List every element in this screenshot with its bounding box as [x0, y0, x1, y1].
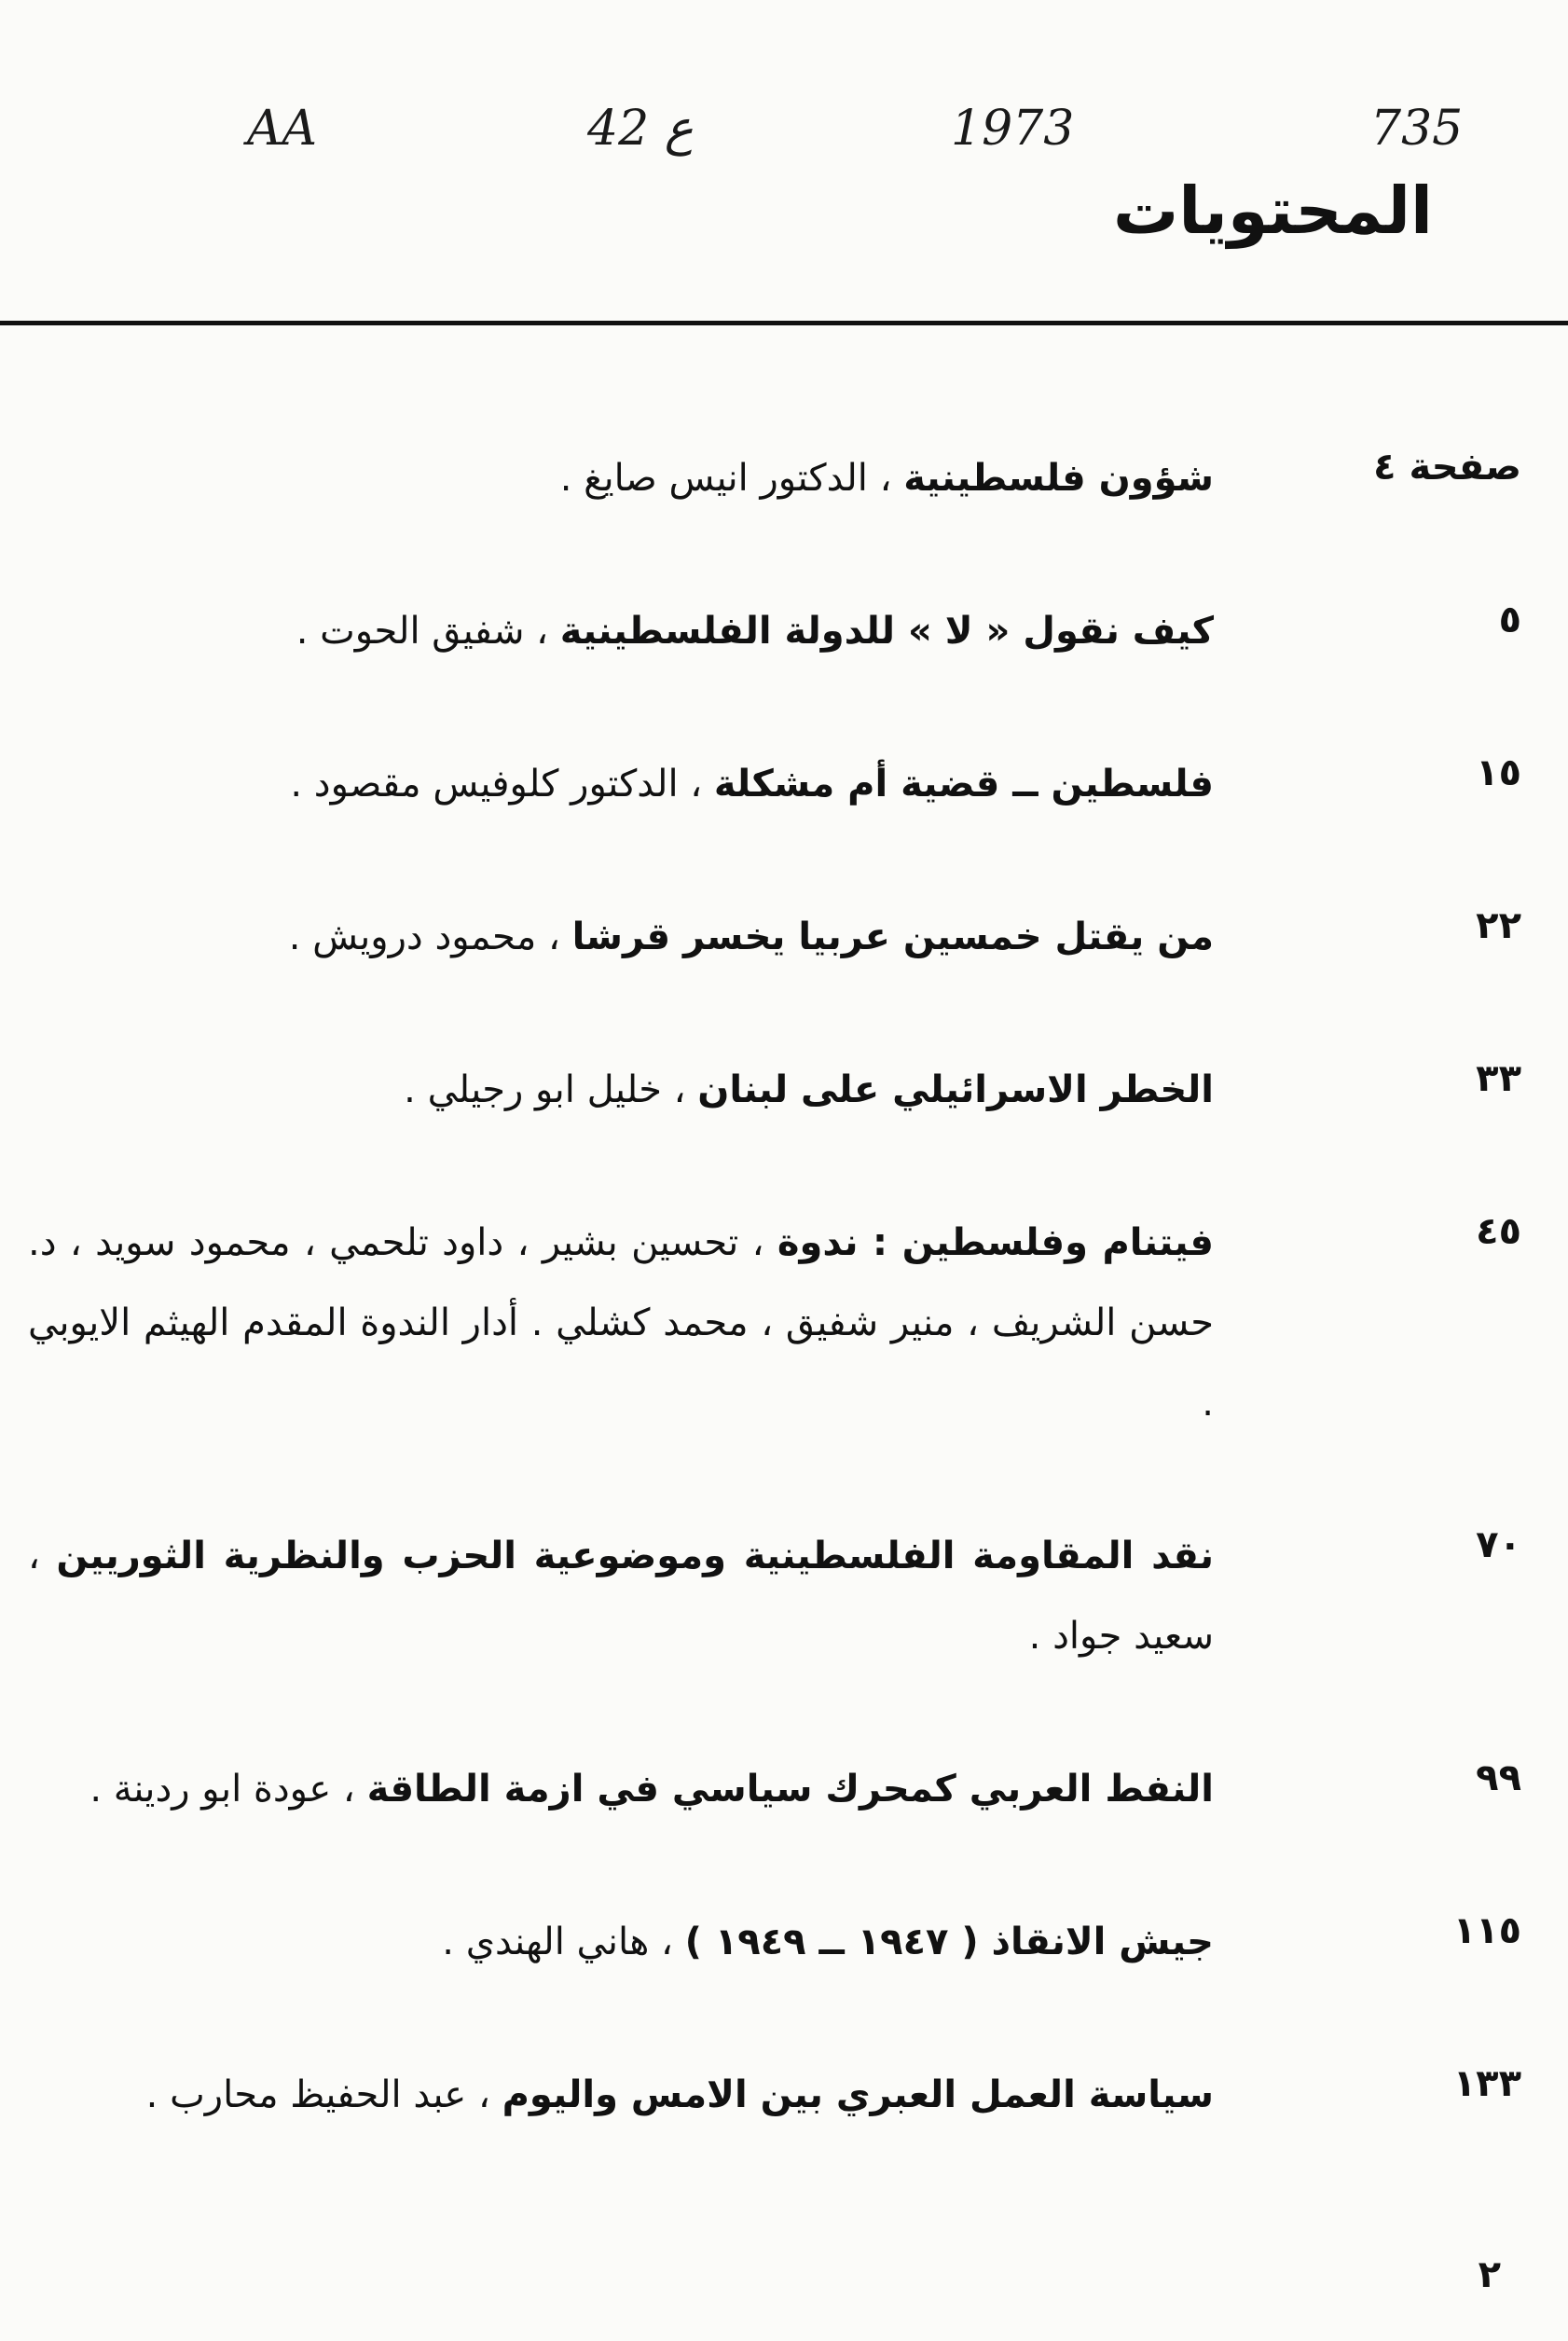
- toc-entry: [28, 744, 1521, 824]
- toc-author: ، الدكتور كلوفيس مقصود .: [290, 763, 703, 806]
- toc-title: الخطر الاسرائيلي على لبنان: [697, 1068, 1214, 1111]
- toc-author: ، محمود درويش .: [288, 916, 560, 958]
- toc-title: فيتنام وفلسطين : ندوة: [777, 1221, 1215, 1264]
- page-number: ٢: [1478, 2253, 1501, 2296]
- toc-title: من يقتل خمسين عربيا يخسر قرشا: [571, 916, 1214, 958]
- toc-entry: [28, 1203, 1521, 1443]
- toc-title: كيف نقول « لا » للدولة الفلسطينية: [559, 610, 1214, 653]
- toc-entry: [28, 897, 1521, 977]
- toc-author: ، سعيد جواد .: [28, 1535, 1214, 1658]
- toc-page-number: ٤٥: [1476, 1210, 1521, 1253]
- toc-title: نقد المقاومة الفلسطينية وموضوعية الحزب والنظرية الثوريين: [56, 1535, 1214, 1577]
- toc-title: فلسطين ــ قضية أم مشكلة: [713, 763, 1214, 806]
- toc-page-number: ١١٥: [1452, 1909, 1521, 1952]
- toc-author: ، الدكتور انيس صايغ .: [559, 457, 892, 500]
- toc-page-number: ٧٠: [1476, 1523, 1521, 1566]
- toc-title: شؤون فلسطينية: [903, 457, 1214, 500]
- toc-entry: [28, 591, 1521, 671]
- header-divider: [0, 321, 1568, 325]
- handwritten-issue-note: ع 42: [587, 101, 694, 157]
- page-title: المحتويات: [1112, 172, 1433, 249]
- toc-page-number: ٢٢: [1476, 904, 1521, 947]
- toc-author: ، شفيق الحوت .: [296, 610, 549, 653]
- handwritten-right-note: 735: [1370, 101, 1464, 157]
- toc-author: ، هاني الهندي .: [442, 1921, 673, 1963]
- toc-entry: [28, 1516, 1521, 1676]
- toc-author: ، عبد الحفيظ محارب .: [145, 2073, 490, 2116]
- toc-author: ، خليل ابو رجيلي .: [404, 1068, 686, 1111]
- toc-title: سياسة العمل العبري بين الامس واليوم: [502, 2073, 1214, 2116]
- toc-page-number: صفحة ٤: [1373, 446, 1521, 489]
- toc-entry: [28, 1749, 1521, 1829]
- toc-title: جيش الانقاذ ( ١٩٤٧ ــ ١٩٤٩ ): [684, 1921, 1214, 1963]
- table-of-contents: [28, 438, 1521, 2208]
- toc-page-number: ١٣٣: [1452, 2062, 1521, 2105]
- toc-page-number: ٣٣: [1476, 1057, 1521, 1100]
- toc-entry: [28, 1050, 1521, 1130]
- toc-author: ، تحسين بشير ، داود تلحمي ، محمود سويد ، د. حسن الشريف ، منير شفيق ، محمد كشلي . أدار الندوة المقدم الهيثم الايوبي .: [28, 1221, 1214, 1425]
- handwritten-year-note: 1973: [951, 101, 1075, 157]
- toc-entry: [28, 438, 1521, 518]
- toc-page-number: ٩٩: [1476, 1756, 1521, 1799]
- toc-page-number: ١٥: [1476, 751, 1521, 794]
- handwritten-left-note: AA: [247, 101, 318, 157]
- toc-page-number: ٥: [1498, 599, 1521, 641]
- toc-author: ، عودة ابو ردينة .: [89, 1768, 355, 1811]
- toc-entry: [28, 2055, 1521, 2135]
- toc-title: النفط العربي كمحرك سياسي في ازمة الطاقة: [366, 1768, 1214, 1811]
- toc-entry: [28, 1902, 1521, 1982]
